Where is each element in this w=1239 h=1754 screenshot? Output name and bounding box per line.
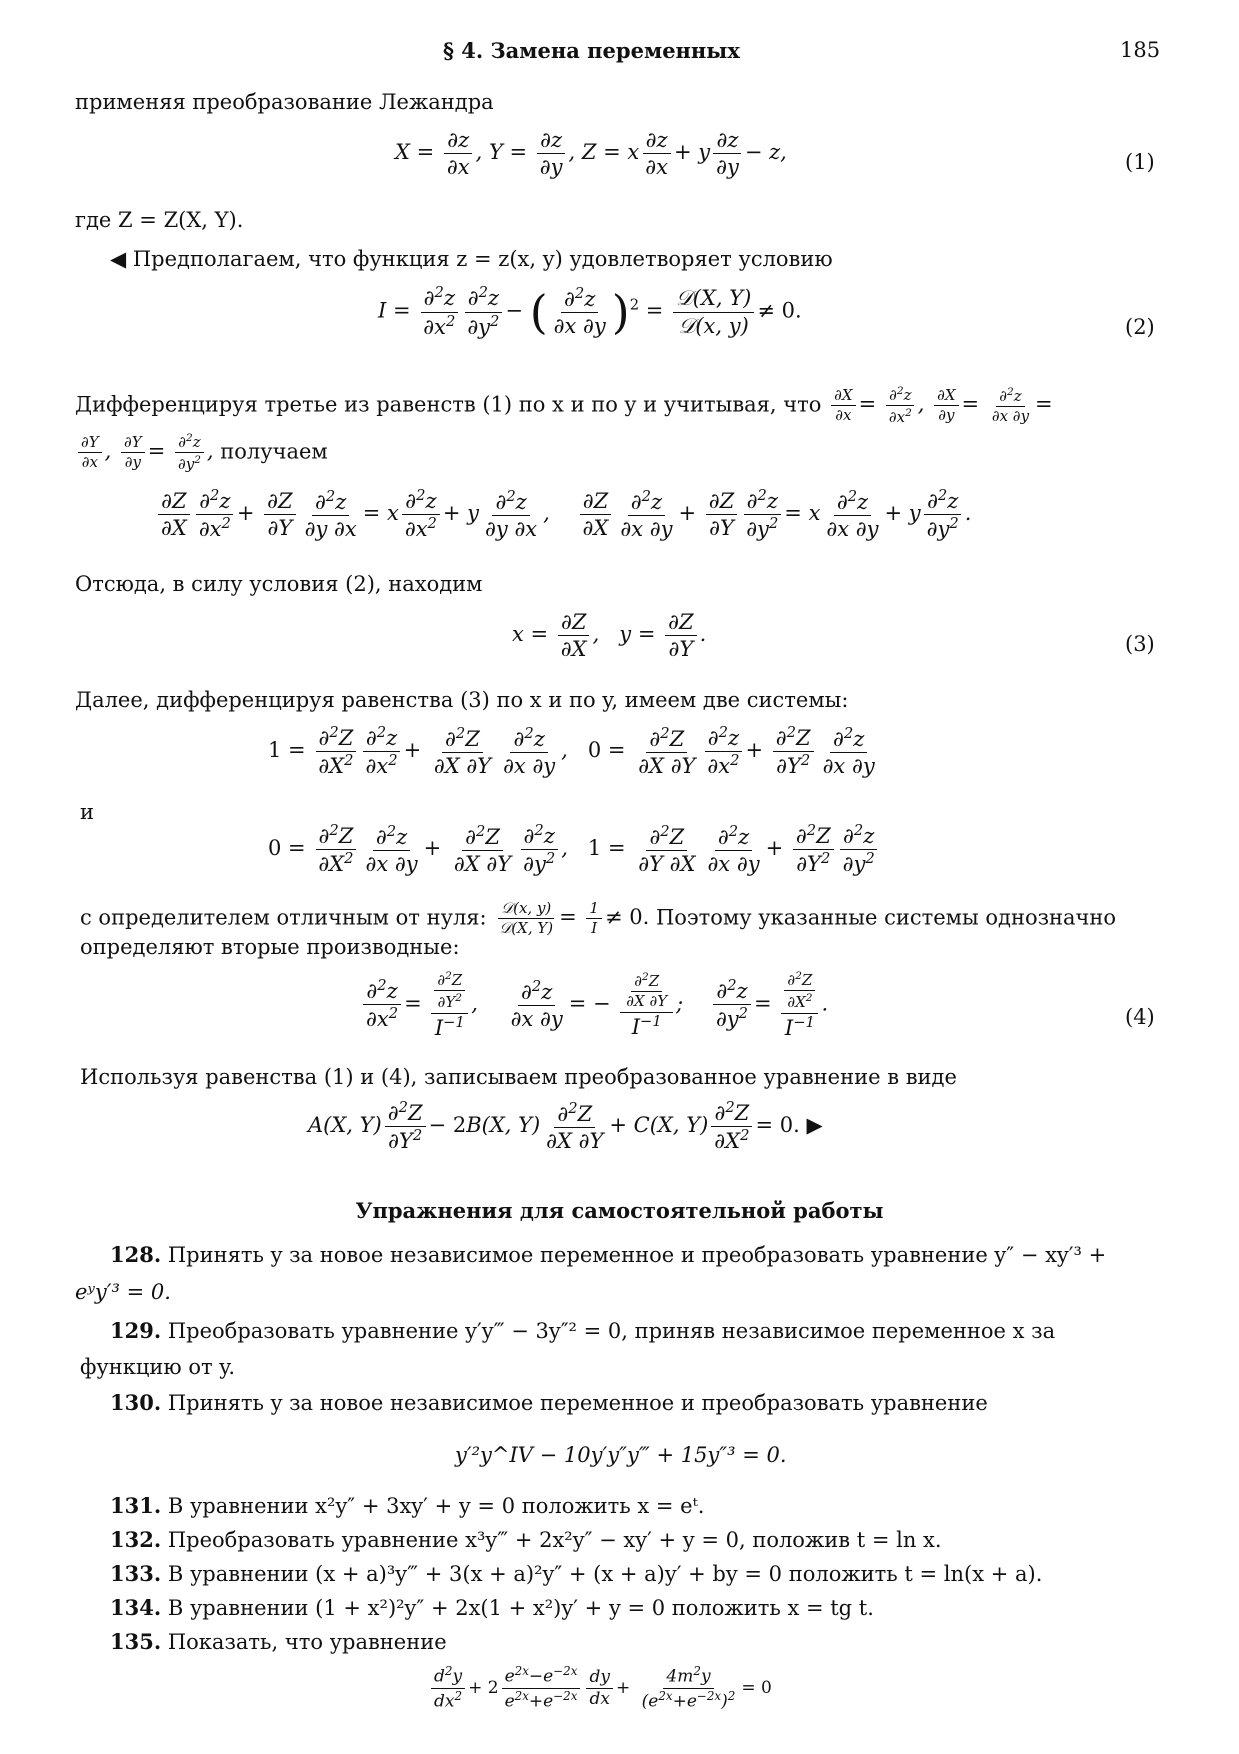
assume-text (110, 247, 833, 271)
exercise-text: В уравнении (1 + x²)²y″ + 2x(1 + x²)y′ + y = 0 положить x = tg t. (167, 1596, 874, 1620)
triangle-right-icon: ▶ (806, 1113, 823, 1138)
diff-sentence: Дифференцируя третье из равенств (1) по x и по y и учитывая, что (75, 392, 822, 417)
determinant-text-a: с определителем отличным от нуля: (80, 905, 487, 930)
triangle-left-icon: ◀ (110, 247, 127, 271)
exercise-134 (110, 1595, 874, 1620)
exercise-131 (110, 1493, 704, 1518)
exercise-130 (110, 1390, 988, 1415)
transformed-equation: A(X, Y) $\frac{\partial^2Z}{\partial Y^2}$ − 2B(X, Y) $\frac{\partial^2Z}{\partial X \partial Y}$ + C(X, Y) $\frac{\partial^2Z}{\partial X^2}$ = 0. ▶ (308, 1099, 823, 1154)
further-text: Далее, дифференцируя равенства (3) по x и по y, имеем две системы: (75, 688, 849, 712)
diff-text-line2: $\frac{\partial Y}{\partial x}$ , $\frac{\partial Y}{\partial y}$ = $\frac{\partial^2z}{\partial y^2}$ , получаем (75, 432, 328, 474)
exercise-number: 128. (110, 1242, 162, 1267)
exercise-text: Преобразовать уравнение x³y‴ + 2x²y″ − xy′ + y = 0, положив t = ln x. (167, 1528, 942, 1552)
equation-4: $\frac{\partial^2z}{\partial x^2}$ = $\frac{\frac{\partial^2Z}{\partial Y^2}}{I^{-1}}$ , $\frac{\partial^2z}{\partial x \partial y}$ = − $\frac{\frac{\partial^2Z}{\partial X \partial Y}}{I^{-1}}$ ; $\frac{\partial^2z}{\partial y^2}$ = $\frac{\frac{\partial^2Z}{\partial X^2}}{I^{-1}}$ . (360, 970, 828, 1040)
diff-text-line1: Дифференцируя третье из равенств (1) по x и по y и учитывая, что $\frac{\partial X}{\partial x}$ = $\frac{\partial^2z}{\partial x^2}$ , $\frac{\partial X}{\partial y}$ = $\frac{\partial^2z}{\partial x \partial y}$ = (75, 385, 1053, 427)
exercise-text: В уравнении (x + a)³y‴ + 3(x + a)²y″ + (x + a)y′ + by = 0 положить t = ln(x + a). (167, 1562, 1043, 1586)
exercise-text: Принять y за новое независимое переменное и преобразовать уравнение y″ − xy′³ + (167, 1243, 1107, 1267)
exercise-number: 133. (110, 1561, 162, 1586)
equation-derivatives: $\frac{\partial Z}{\partial X}$ $\frac{\partial^2z}{\partial x^2}$ + $\frac{\partial Z}{\partial Y}$ $\frac{\partial^2z}{\partial y \partial x}$ = x $\frac{\partial^2z}{\partial x^2}$ + y $\frac{\partial^2z}{\partial y \partial x}$ , $\frac{\partial Z}{\partial X}$ $\frac{\partial^2z}{\partial x \partial y}$ + $\frac{\partial Z}{\partial Y}$ $\frac{\partial^2z}{\partial y^2}$ = x $\frac{\partial^2z}{\partial x \partial y}$ + y $\frac{\partial^2z}{\partial y^2}$ . (155, 488, 971, 541)
exercise-number: 131. (110, 1493, 162, 1518)
exercise-text: В уравнении x²y″ + 3xy′ + y = 0 положить x = eᵗ. (167, 1494, 705, 1518)
assume-sentence: Предполагаем, что функция z = z(x, y) удовлетворяет условию (132, 247, 833, 271)
and-word: и (80, 800, 94, 824)
exercise-number: 132. (110, 1527, 162, 1552)
exercise-number: 135. (110, 1629, 162, 1654)
exercise-number: 130. (110, 1390, 162, 1415)
exercise-128 (110, 1242, 1106, 1267)
using-text: Используя равенства (1) и (4), записываем преобразованное уравнение в виде (80, 1065, 957, 1089)
where-text: где Z = Z(X, Y). (75, 208, 244, 232)
equation-number-1: (1) (1125, 150, 1155, 174)
exercise-text: Преобразовать уравнение y′y‴ − 3y″² = 0, приняв независимое переменное x за (167, 1319, 1056, 1343)
exercise-132 (110, 1527, 942, 1552)
exercise-130-equation: y′²y^IV − 10y′y″y‴ + 15y″³ = 0. (455, 1443, 787, 1467)
determinant-text-c: определяют вторые производные: (80, 935, 460, 959)
exercise-text: Показать, что уравнение (167, 1630, 447, 1654)
exercise-135-equation: $\frac{d^2y}{dx^2}$ + 2 $\frac{e^{2x}-e^{-2x}}{e^{2x}+e^{-2x}}$ $\frac{dy}{dx}$ + $\frac{4m^2y}{(e^{2x}+e^{-2x})^2}$ = 0 (428, 1665, 772, 1712)
exercise-number: 129. (110, 1318, 162, 1343)
exercise-133 (110, 1561, 1042, 1586)
exercise-text: Принять y за новое независимое переменное и преобразовать уравнение (167, 1391, 988, 1415)
exercise-129 (110, 1318, 1055, 1343)
obtain-word: получаем (220, 439, 328, 464)
system-2: 0 = $\frac{\partial^2Z}{\partial X^2}$ $\frac{\partial^2z}{\partial x \partial y}$ + $\frac{\partial^2Z}{\partial X \partial Y}$ $\frac{\partial^2z}{\partial y^2}$ , 1 = $\frac{\partial^2Z}{\partial Y \partial X}$ $\frac{\partial^2z}{\partial x \partial y}$ + $\frac{\partial^2Z}{\partial Y^2}$ $\frac{\partial^2z}{\partial y^2}$ (268, 823, 881, 876)
equation-number-4: (4) (1125, 1005, 1155, 1029)
intro-text: применяя преобразование Лежандра (75, 90, 494, 114)
exercise-number: 134. (110, 1595, 162, 1620)
running-header: § 4. Замена переменных (443, 38, 740, 63)
page-number: 185 (1120, 38, 1161, 62)
exercise-135 (110, 1629, 447, 1654)
equation-2: I = $\frac{\partial^2z}{\partial x^2}$ $\frac{\partial^2z}{\partial y^2}$ − ( $\frac{\partial^2z}{\partial x \partial y}$ )$^2$ = $\frac{\text{𝒟(X, Y)}}{\text{𝒟(x, y)}}$ ≠ 0. (378, 284, 802, 339)
system-1: 1 = $\frac{\partial^2Z}{\partial X^2}$ $\frac{\partial^2z}{\partial x^2}$ + $\frac{\partial^2Z}{\partial X \partial Y}$ $\frac{\partial^2z}{\partial x \partial y}$ , 0 = $\frac{\partial^2Z}{\partial X \partial Y}$ $\frac{\partial^2z}{\partial x^2}$ + $\frac{\partial^2Z}{\partial Y^2}$ $\frac{\partial^2z}{\partial x \partial y}$ (268, 724, 875, 779)
hence-text: Отсюда, в силу условия (2), находим (75, 572, 483, 596)
exercises-heading: Упражнения для самостоятельной работы (355, 1198, 884, 1223)
equation-3: x = $\frac{\partial Z}{\partial X}$ , y = $\frac{\partial Z}{\partial Y}$ . (512, 610, 707, 662)
equation-number-3: (3) (1125, 632, 1155, 656)
equation-1: X = $\frac{\partial z}{\partial x}$ , Y = $\frac{\partial z}{\partial y}$ , Z = x $\frac{\partial z}{\partial x}$ + y $\frac{\partial z}{\partial y}$ − z, (395, 128, 787, 180)
equation-number-2: (2) (1125, 315, 1155, 339)
exercise-129-cont: функцию от y. (80, 1355, 236, 1379)
determinant-text-b: Поэтому указанные системы однозначно (655, 905, 1117, 930)
determinant-line: с определителем отличным от нуля: $\frac{\text{𝒟(x, y)}}{\text{𝒟(X, Y)}}$ = $\frac{1}{I}$ ≠ 0. Поэтому указанные системы однозначно (80, 899, 1117, 938)
exercise-128-cont: eʸy′³ = 0. (75, 1280, 171, 1304)
